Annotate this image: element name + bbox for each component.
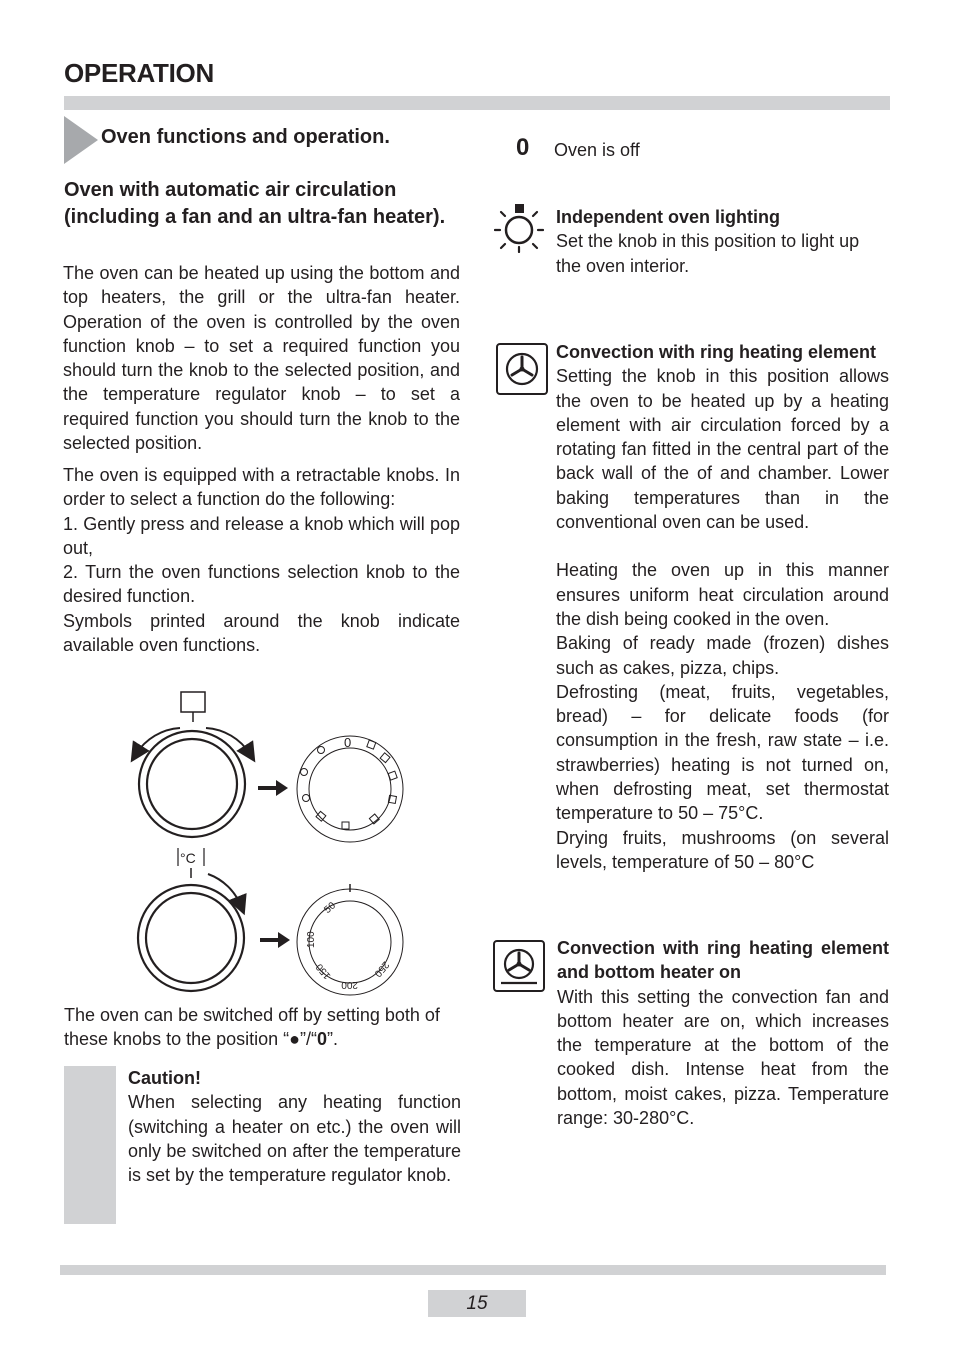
convection-fan-icon: [496, 343, 548, 395]
off-dot-symbol: ●: [289, 1029, 301, 1050]
temperature-knob: [138, 848, 244, 991]
section-arrow-icon: [64, 116, 98, 164]
temp-tick-label: 150: [314, 961, 334, 982]
convection-bottom-title: Convection with ring heating element and bottom heater on: [557, 938, 889, 983]
temp-symbol: °C: [180, 850, 196, 866]
caution-sidebar: [64, 1066, 116, 1224]
lighting-title: Independent oven lighting: [556, 207, 780, 227]
convection-text: Setting the knob in this position allows the oven to be heated up by a heating element with air circulation forced by a rotating fan fitted in the central part of the back wall of the of and chamber. Lower baking temperatures than in the conventional oven can be used.: [556, 366, 889, 533]
temp-tick-label: 200: [341, 979, 358, 990]
convection-description: Convection with ring heating element Setting the knob in this position allows the oven to be heated up by a heating element with air circulation forced by a rotating fan fitted in the central part of the back wall of the of and chamber. Lower baking temperatures than in the conventional oven can be used. Heating the oven up in this manner ensures uniform heat circulation around the dish being cooked in the oven. Baking of ready made (frozen) dishes such as cakes, pizza, chips. Defrosting (meat, fruits, vegetables, bread) – for delicate foods (for consumption in the fresh, raw state – i.e. strawberries) heating is not turned on, when defrosting meat, set thermostat temperature to 50 – 75°C. Drying fruits, mushrooms (on several levels, temperature of 50 – 80°C: [556, 342, 889, 872]
header-rule: [64, 96, 890, 110]
caution-title: Caution!: [128, 1068, 201, 1088]
convection-bottom-text: With this setting the convection fan and bottom heater are on, which increases the temperature at the bottom of the cooked dish. Intense heat from the bottom, moist cakes, pizza. Temperature range: 30-280°C.: [557, 986, 889, 1129]
caution-box: [128, 1066, 461, 1187]
function-knob: [136, 692, 250, 837]
lighting-text: Set the knob in this position to light up the oven interior.: [556, 231, 860, 276]
temp-tick-label: 250: [371, 958, 391, 979]
function-dial: [297, 735, 403, 842]
arrow-right-icon: [260, 932, 290, 948]
intro-paragraph: The oven can be heated up using the bottom and top heaters, the grill or the ultra-fan heater. Operation of the oven is controlled by the oven function knob – to set a required function you should turn the knob to the selected position, and the temperature regulator knob – to set a required function you should turn the knob to the selected position.: [63, 263, 460, 454]
off-label: Oven is off: [554, 140, 640, 160]
page-title: OPERATION: [64, 58, 214, 88]
step-2: 2. Turn the oven functions selection knob to the desired function.: [63, 562, 460, 607]
section-heading: Oven functions and operation.: [101, 126, 390, 148]
dial-zero-label: 0: [344, 735, 352, 750]
convection-bottom-description: [557, 936, 889, 1130]
dial-function-icons: [301, 740, 398, 829]
convection-bottom-heater-icon: [493, 940, 545, 992]
lighting-description: [556, 205, 889, 278]
subheading: Oven with automatic air circulation (including a fan and an ultra-fan heater).: [64, 179, 446, 228]
caution-text: When selecting any heating function (switching a heater on etc.) the oven will only be switched on after the temperature is set by the temperature regulator knob.: [128, 1092, 461, 1186]
symbols-note: Symbols printed around the knob indicate available oven functions.: [63, 610, 460, 656]
page-number: 15: [428, 1290, 526, 1317]
temperature-dial: [297, 884, 403, 995]
light-bulb-icon: [494, 203, 544, 253]
footer-rule: [60, 1265, 886, 1275]
knob-figure: [128, 688, 418, 998]
off-symbol: 0: [516, 134, 530, 161]
rotate-right-arrow-icon: [206, 728, 250, 754]
off-zero-symbol: 0: [317, 1029, 328, 1050]
convection-title: Convection with ring heating element: [556, 342, 877, 362]
step-1: 1. Gently press and release a knob which will pop out,: [63, 513, 460, 558]
temp-tick-label: 100: [306, 931, 317, 948]
switch-off-note: The oven can be switched off by setting both of these knobs to the position “●”/“0”.: [64, 1005, 440, 1050]
instructions: [63, 463, 460, 657]
arrow-right-icon: [258, 780, 288, 796]
instructions-intro: The oven is equipped with a retractable knobs. In order to select a function do the following:: [63, 465, 460, 510]
function-selector-mark-icon: [181, 692, 205, 712]
temp-tick-label: 50: [322, 900, 338, 916]
rotate-left-arrow-icon: [136, 728, 180, 754]
